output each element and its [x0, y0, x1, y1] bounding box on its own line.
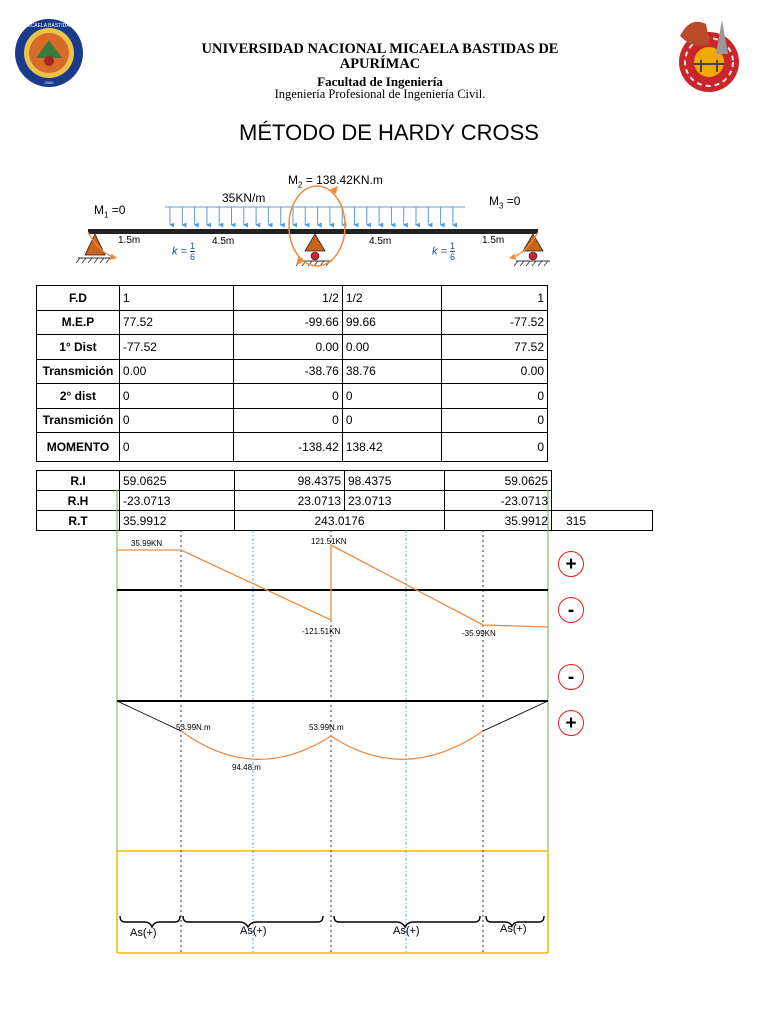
page-title: MÉTODO DE HARDY CROSS	[239, 120, 539, 145]
table-cell: 0	[119, 433, 233, 462]
rebar-label-4: As(+)	[500, 923, 527, 935]
program-name: Ingeniería Profesional de Ingeniería Civil.	[274, 87, 486, 101]
table-row: R.T 35.9912 243.0176 35.9912 315	[37, 511, 653, 531]
moment-m1-label: $M_1 =0$	[94, 203, 126, 220]
span-label-b2: 1.5m	[482, 235, 505, 246]
shear-label-v4: -35.99KN	[462, 629, 496, 638]
table-cell: 0	[441, 408, 547, 433]
table-cell: 0.00	[233, 335, 342, 360]
load-label: 35KN/m	[222, 191, 266, 205]
stiffness-label-left: k = $\frac{1}{6}$	[172, 241, 196, 262]
sign-plus-moment: +	[558, 710, 584, 736]
moment-m2-label: $M_2 = 138.42KN.m$	[288, 173, 383, 190]
table-cell: 1/2	[233, 286, 342, 311]
table-cell: 0	[233, 384, 342, 409]
table-cell: 1/2	[342, 286, 441, 311]
table-cell: 99.66	[342, 310, 441, 335]
table-cell: 77.52	[119, 310, 233, 335]
table-cell: 38.76	[342, 359, 441, 384]
table-cell: -77.52	[441, 310, 547, 335]
stiffness-label-right: k = $\frac{1}{6}$	[432, 241, 456, 262]
table-cell: 0	[342, 384, 441, 409]
moment-label-m3: 94.48.m	[232, 763, 261, 772]
span-label-b1: 4.5m	[369, 236, 392, 247]
sign-minus-moment: -	[558, 664, 584, 690]
table-cell: 0.00	[119, 359, 233, 384]
row-label: 1° Dist	[37, 335, 120, 360]
span-label-a2: 4.5m	[212, 236, 235, 247]
row-label: MOMENTO	[37, 433, 120, 462]
table-cell: 0	[441, 433, 547, 462]
table-cell: 1	[441, 286, 547, 311]
table-cell: 0	[441, 384, 547, 409]
moment-label-m2: 53.99N.m	[309, 723, 344, 732]
svg-text:MICAELA BASTIDAS: MICAELA BASTIDAS	[25, 23, 73, 29]
row-label: F.D	[37, 286, 120, 311]
table-cell: 1	[119, 286, 233, 311]
sign-plus-shear: +	[558, 551, 584, 577]
row-label: M.E.P	[37, 310, 120, 335]
table-cell: 0	[119, 408, 233, 433]
table-cell: -99.66	[233, 310, 342, 335]
moment-label-m1: 53.99N.m	[176, 723, 211, 732]
shear-label-v3: -121.51KN	[302, 627, 341, 636]
sign-minus-shear: -	[558, 597, 584, 623]
shear-label-v2: 121.51KN	[311, 537, 347, 546]
svg-text:2000: 2000	[44, 80, 54, 85]
rebar-braces	[120, 916, 544, 927]
row-label: Transmición	[37, 359, 120, 384]
table-cell: -38.76	[233, 359, 342, 384]
table-cell: 77.52	[441, 335, 547, 360]
table-row: R.I 59.0625 98.4375 98.4375 59.0625	[37, 471, 653, 491]
table-cell: 0.00	[441, 359, 547, 384]
table-cell: -138.42	[233, 433, 342, 462]
faculty-name: Facultad de Ingeniería	[317, 74, 443, 89]
rebar-label-3: As(+)	[393, 925, 420, 937]
rebar-label-2: As(+)	[240, 925, 267, 937]
university-name: UNIVERSIDAD NACIONAL MICAELA BASTIDAS DE APURÍMAC	[201, 41, 559, 72]
table-row: R.H -23.0713 23.0713 23.0713 -23.0713	[37, 491, 653, 511]
table-cell: -77.52	[119, 335, 233, 360]
table-cell: 0	[233, 408, 342, 433]
rebar-label-1: As(+)	[130, 927, 157, 939]
table-cell: 0	[119, 384, 233, 409]
table-cell: 0	[342, 408, 441, 433]
table-cell: 138.42	[342, 433, 441, 462]
shear-label-v1: 35.99KN	[131, 539, 163, 548]
moment-m3-label: $M_3 =0$	[489, 194, 521, 211]
table-cell: 0.00	[342, 335, 441, 360]
row-label: 2° dist	[37, 384, 120, 409]
row-label: Transmición	[37, 408, 120, 433]
span-label-a1: 1.5m	[118, 235, 141, 246]
